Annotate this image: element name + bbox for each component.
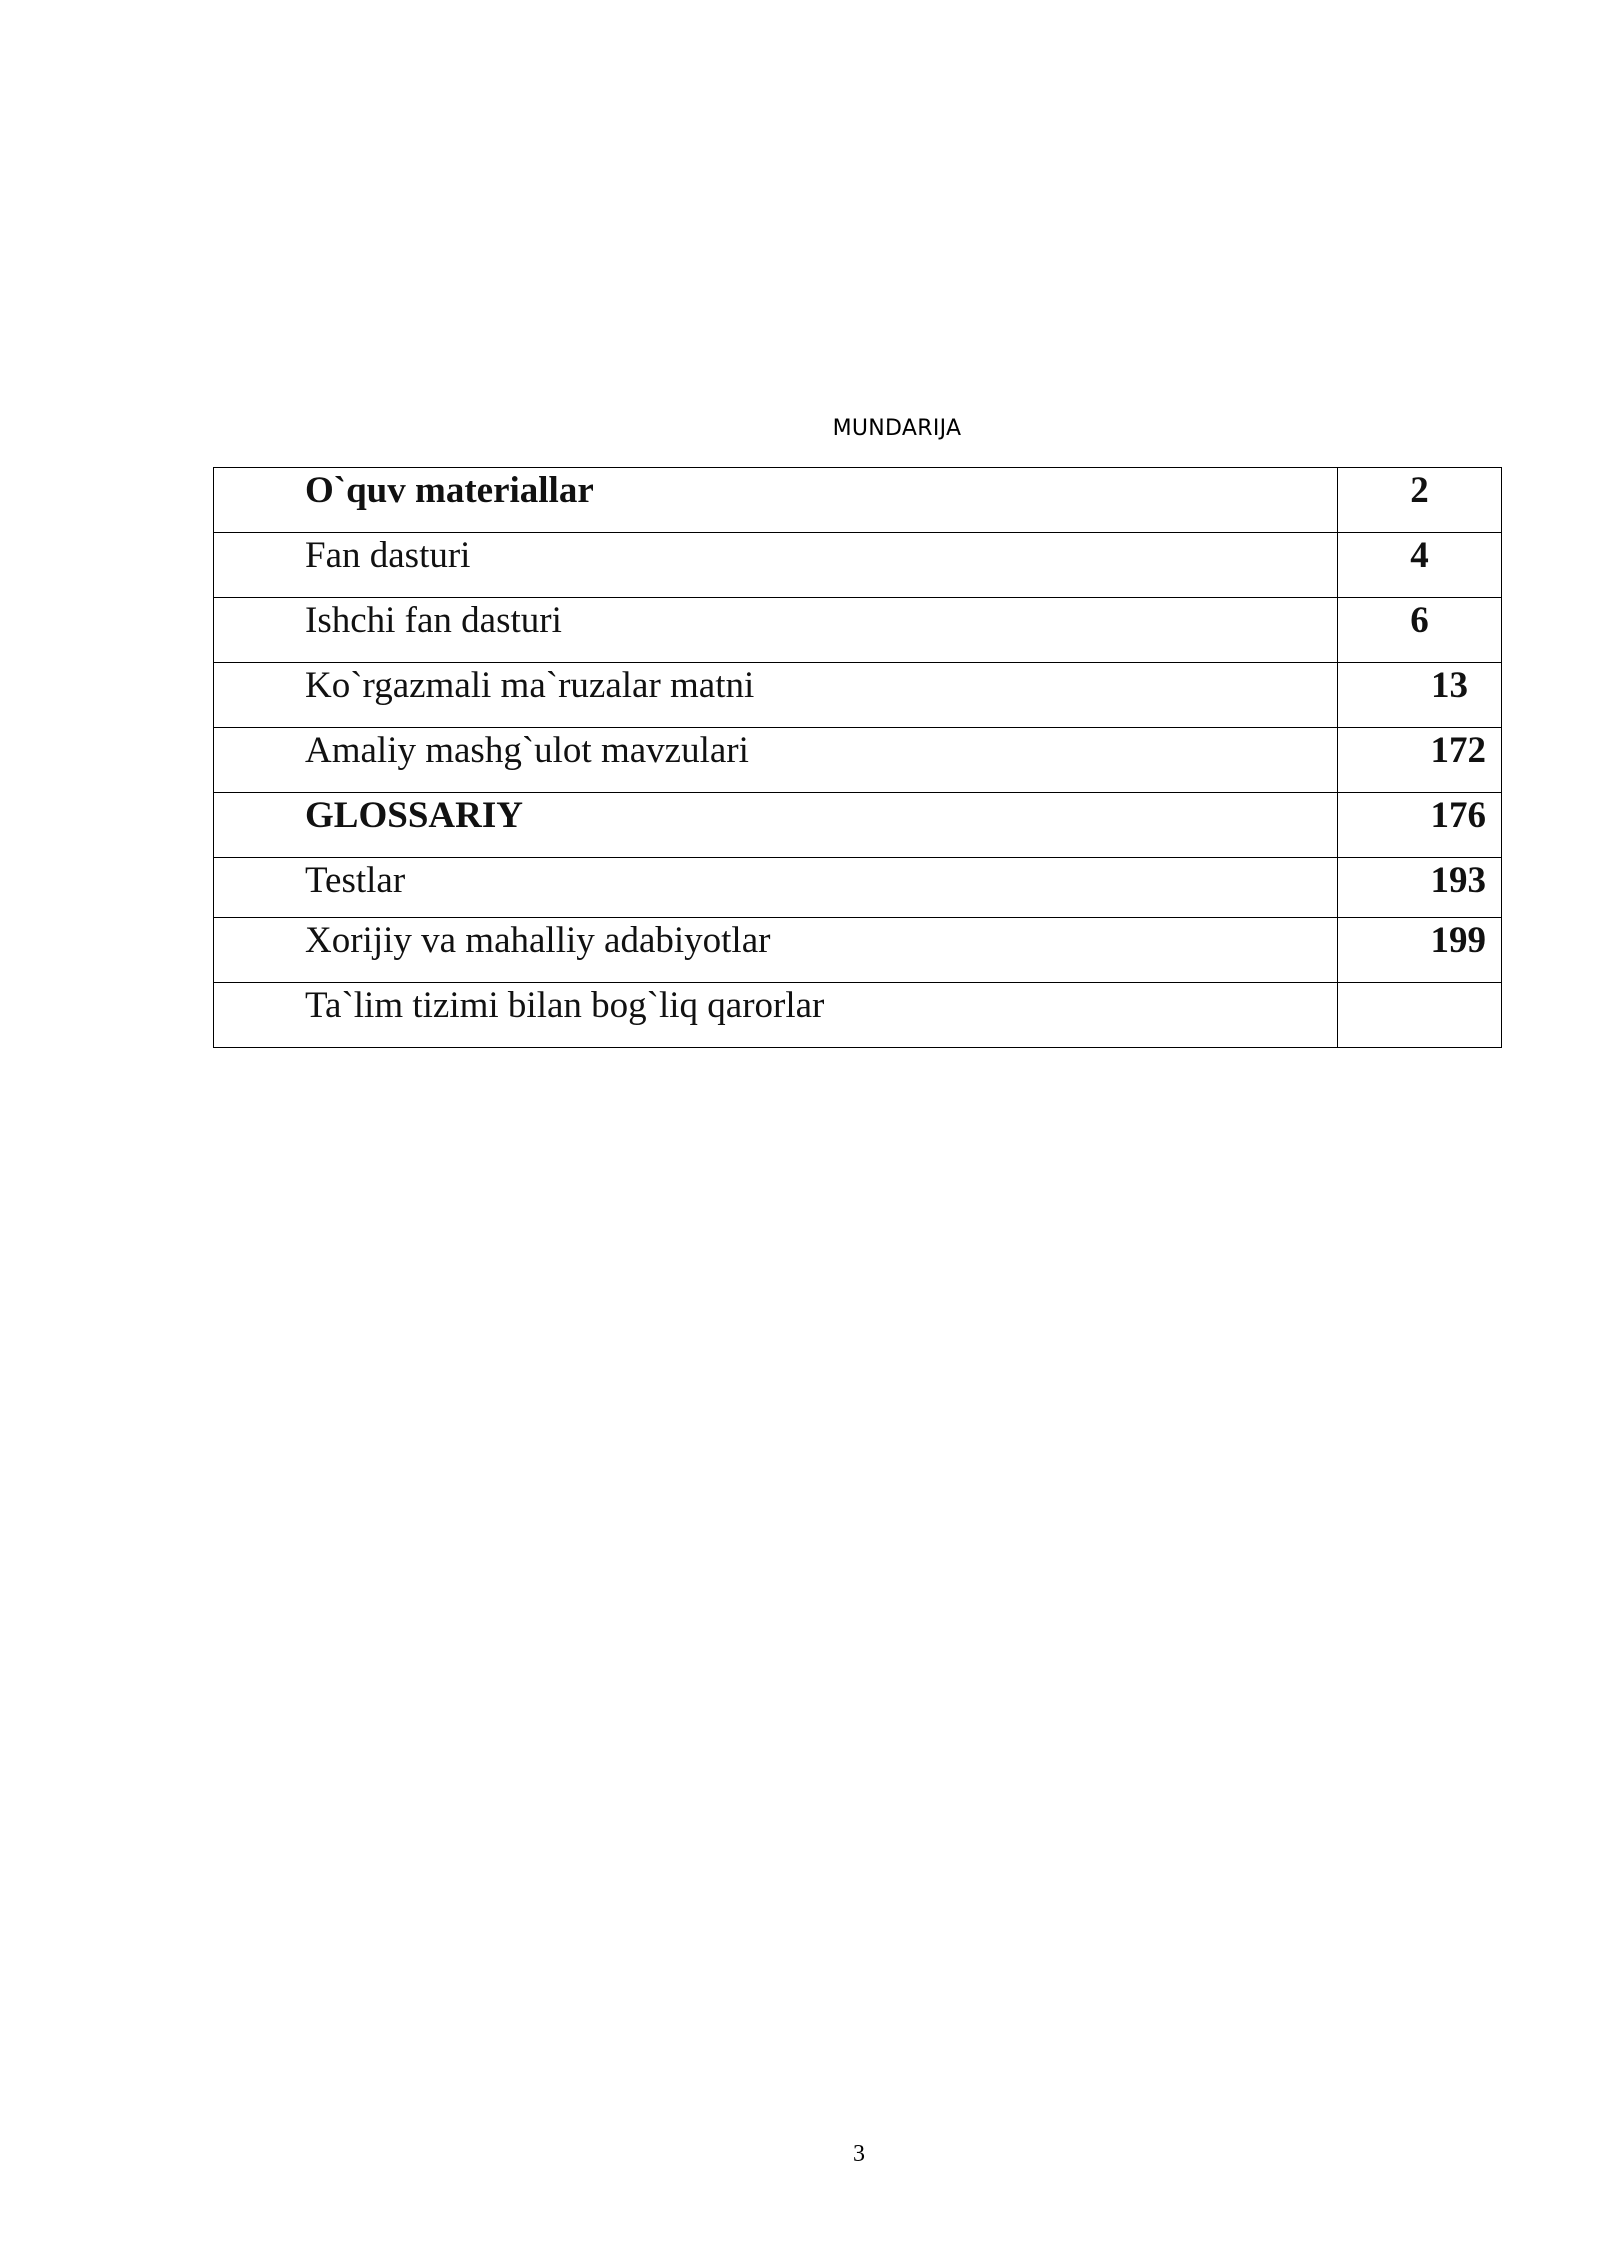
toc-entry-page: 176 (1338, 793, 1502, 858)
toc-entry-page: 4 (1338, 533, 1502, 598)
toc-entry-title: Amaliy mashg`ulot mavzulari (214, 728, 1338, 793)
toc-row (214, 858, 1502, 918)
toc-row (214, 918, 1502, 983)
toc-entry-page: 2 (1338, 468, 1502, 533)
toc-row (214, 983, 1502, 1048)
toc-entry-page: 193 (1338, 858, 1502, 918)
toc-row (214, 533, 1502, 598)
toc-entry-title: Fan dasturi (214, 533, 1338, 598)
toc-entry-title: Ko`rgazmali ma`ruzalar matni (214, 663, 1338, 728)
toc-entry-page (1338, 983, 1502, 1048)
page-number: 3 (853, 2141, 865, 2167)
toc-entry-title: Testlar (214, 858, 1338, 918)
toc-row (214, 728, 1502, 793)
toc-row (214, 468, 1502, 533)
table-of-contents (213, 467, 1502, 1048)
toc-row (214, 663, 1502, 728)
toc-entry-title: Ta`lim tizimi bilan bog`liq qarorlar (214, 983, 1338, 1048)
toc-heading: MUNDARIJA (832, 416, 962, 441)
toc-entry-page: 13 (1338, 663, 1502, 728)
toc-entry-page: 172 (1338, 728, 1502, 793)
toc-entry-page: 6 (1338, 598, 1502, 663)
toc-row (214, 598, 1502, 663)
toc-entry-page: 199 (1338, 918, 1502, 983)
toc-entry-title: O`quv materiallar (214, 468, 1338, 533)
toc-entry-title: GLOSSARIY (214, 793, 1338, 858)
toc-entry-title: Xorijiy va mahalliy adabiyotlar (214, 918, 1338, 983)
toc-row (214, 793, 1502, 858)
toc-entry-title: Ishchi fan dasturi (214, 598, 1338, 663)
